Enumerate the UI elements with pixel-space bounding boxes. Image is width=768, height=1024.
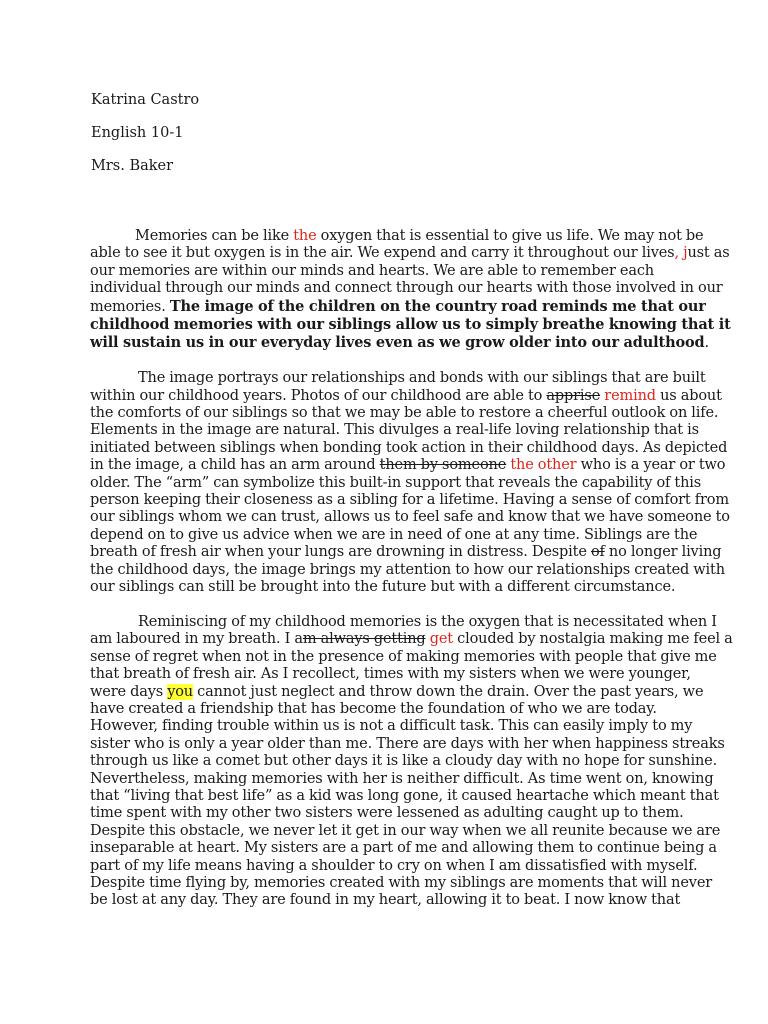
text-run: sister who is only a year older than me. There are days with her when happiness streaks bbox=[90, 735, 725, 752]
text-line bbox=[90, 613, 717, 631]
text-run: no longer living bbox=[604, 544, 722, 561]
text-line bbox=[90, 526, 698, 544]
text-run: the childhood days, the image brings my attention to how our relationships created with bbox=[90, 561, 725, 578]
text-line bbox=[90, 822, 721, 840]
essay-paragraph bbox=[90, 370, 730, 596]
inserted-edit: the bbox=[293, 228, 317, 244]
text-line bbox=[90, 561, 725, 579]
text-run: ust as bbox=[687, 245, 730, 262]
text-line bbox=[90, 297, 706, 316]
deleted-edit: them by someone bbox=[379, 457, 507, 474]
text-run: us about bbox=[655, 387, 722, 404]
essay-header bbox=[91, 92, 199, 191]
text-run: clouded by nostalgia making me feel a bbox=[452, 631, 733, 648]
text-run: . bbox=[704, 335, 709, 352]
thesis-text: will sustain us in our everyday lives even as we grow older into our adulthood bbox=[90, 334, 705, 352]
text-line bbox=[90, 370, 706, 387]
course-name: English 10-1 bbox=[91, 125, 184, 141]
text-line bbox=[90, 245, 730, 262]
text-line bbox=[90, 544, 722, 561]
text-run: Despite time flying by, memories created with my siblings are moments that will never bbox=[90, 875, 713, 891]
text-run: cannot just neglect and throw down the drain. Over the past years, we bbox=[193, 683, 704, 700]
text-line bbox=[90, 701, 690, 718]
text-line bbox=[90, 666, 690, 683]
text-run: the comforts of our siblings so that we may be able to restore a cheerful outlook on life. bbox=[90, 405, 719, 422]
text-line bbox=[90, 683, 704, 701]
text-run: time spent with my other two sisters were lessened as adulting caught up to them. bbox=[90, 805, 684, 822]
text-line bbox=[90, 509, 730, 526]
text-line bbox=[90, 648, 717, 666]
text-run: However, finding trouble within us is not a difficult task. This can easily imply to my bbox=[90, 718, 693, 735]
text-run: Memories can be like bbox=[135, 228, 294, 244]
essay-paragraph bbox=[90, 228, 731, 353]
text-run: older. The “arm” can symbolize this built-in support that reveals the capability of this bbox=[90, 474, 702, 491]
text-line bbox=[90, 280, 723, 297]
text-line bbox=[90, 579, 690, 596]
text-run: our siblings can still be brought into the future but with a different circumstance. bbox=[90, 579, 676, 596]
text-line bbox=[90, 263, 690, 280]
text-run: were days bbox=[90, 683, 168, 700]
author-name: Katrina Castro bbox=[91, 92, 200, 108]
deleted-edit: of bbox=[590, 544, 605, 561]
text-run: Despite this obstacle, we never let it get in our way when we all reunite because we are bbox=[90, 822, 721, 839]
text-run: memories. bbox=[90, 298, 170, 315]
text-line bbox=[90, 787, 719, 805]
deleted-edit: apprise bbox=[546, 387, 601, 404]
text-run: depend on to give us advice when we are in need of one at any time. Siblings are the bbox=[90, 526, 698, 543]
text-line bbox=[90, 387, 722, 405]
text-line bbox=[90, 770, 714, 788]
text-line bbox=[90, 840, 717, 857]
highlighted-word: you bbox=[167, 683, 193, 700]
text-run: am laboured in my breath. I a bbox=[90, 631, 303, 648]
teacher-name: Mrs. Baker bbox=[91, 158, 174, 174]
text-run: The image portrays our relationships and bonds with our siblings that are built bbox=[138, 370, 706, 387]
text-run: through us like a comet but other days it is like a cloudy day with no hope for sunshine. bbox=[90, 753, 718, 770]
text-run: inseparable at heart. My sisters are a part of me and allowing them to continue being a bbox=[90, 840, 717, 857]
text-line bbox=[90, 753, 718, 770]
text-run: that “living that best life” as a kid was long gone, it caused heartache which meant that bbox=[90, 787, 719, 804]
text-run: initiated between siblings when bonding took action in their childhood days. As depicted bbox=[90, 439, 728, 456]
text-run: part of my life means having a shoulder to cry on when I am dissatisfied with myself. bbox=[90, 857, 698, 874]
deleted-edit: m always getting bbox=[302, 631, 426, 648]
text-line bbox=[90, 718, 693, 735]
text-run: that breath of fresh air. As I recollect, times with my sisters when we were younger, bbox=[90, 666, 691, 683]
text-run: individual through our minds and connect through our hearts with those involved in our bbox=[90, 280, 723, 297]
text-run: Reminiscing of my childhood memories is the oxygen that is necessitated when I bbox=[138, 613, 717, 630]
inserted-edit: the other bbox=[510, 457, 577, 474]
text-line bbox=[90, 857, 698, 875]
text-run: who is a year or two bbox=[576, 457, 726, 474]
text-line bbox=[90, 439, 728, 457]
text-run: Elements in the image are natural. This divulges a real-life loving relationship that is bbox=[90, 422, 699, 439]
text-run: person keeping their closeness as a sibling for a lifetime. Having a sense of comfort from bbox=[90, 492, 729, 509]
text-line bbox=[90, 457, 726, 474]
text-line bbox=[90, 875, 713, 892]
text-line bbox=[90, 228, 704, 245]
text-run: be lost at any day. They are found in my heart, allowing it to beat. I now know that bbox=[90, 892, 681, 909]
essay-paragraph bbox=[90, 613, 733, 910]
text-run: sense of regret when not in the presence of making memories with people that give me bbox=[90, 648, 717, 665]
text-run: in the image, a child has an arm around bbox=[90, 457, 380, 474]
essay-body bbox=[90, 228, 733, 927]
text-line bbox=[90, 631, 733, 648]
text-line bbox=[90, 405, 719, 422]
thesis-text: The image of the children on the country road reminds me that our bbox=[169, 297, 706, 315]
text-line bbox=[90, 422, 699, 439]
text-run: able to see it but oxygen is in the air. We expend and carry it throughout our lives bbox=[90, 245, 675, 262]
text-run: our siblings whom we can trust, allows us to feel safe and know that we have someone to bbox=[90, 509, 730, 526]
text-line bbox=[90, 334, 709, 352]
text-run: breath of fresh air when your lungs are drowning in distress. Despite bbox=[90, 544, 591, 561]
thesis-text: childhood memories with our siblings allow us to simply breathe knowing that it bbox=[90, 316, 731, 334]
text-run: Nevertheless, making memories with her is neither difficult. As time went on, knowing bbox=[90, 770, 714, 787]
text-line bbox=[90, 316, 731, 334]
inserted-edit: , j bbox=[674, 245, 688, 262]
text-line bbox=[90, 492, 729, 509]
text-line bbox=[90, 805, 690, 822]
text-line bbox=[90, 892, 690, 909]
text-run: oxygen that is essential to give us life. We may not be bbox=[316, 228, 704, 244]
inserted-edit: remind bbox=[604, 387, 656, 404]
inserted-edit: get bbox=[429, 631, 453, 648]
text-run: our memories are within our minds and hearts. We are able to remember each bbox=[90, 262, 654, 279]
text-run: have created a friendship that has become the foundation of who we are today. bbox=[90, 700, 657, 717]
text-line bbox=[90, 474, 702, 492]
text-run: within our childhood years. Photos of our childhood are able to bbox=[90, 387, 547, 404]
text-line bbox=[90, 735, 725, 753]
